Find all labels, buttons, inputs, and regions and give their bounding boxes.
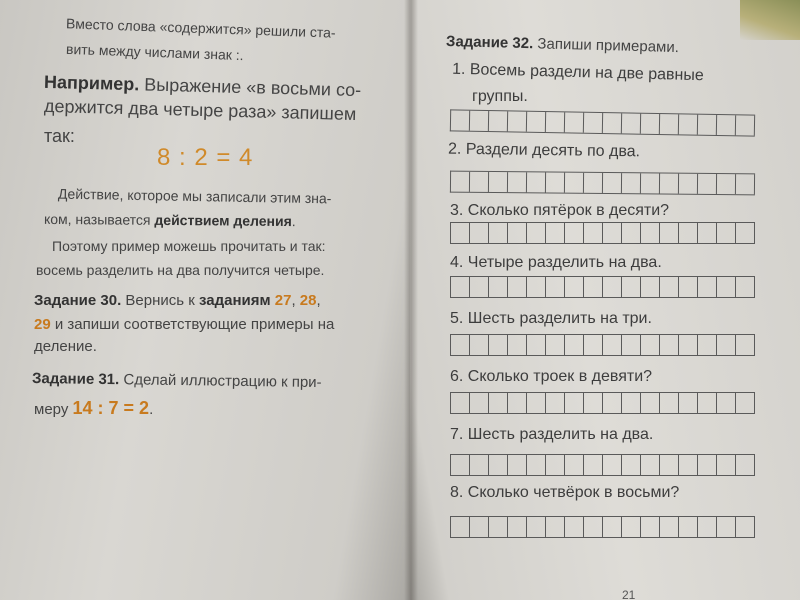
grid-cell[interactable] bbox=[527, 517, 546, 537]
grid-cell[interactable] bbox=[451, 455, 470, 475]
task30-number-28: 28 bbox=[299, 292, 317, 309]
item-1: 1. Восемь раздели на две равные bbox=[451, 60, 704, 85]
grid-cell[interactable] bbox=[717, 335, 736, 355]
grid-cell[interactable] bbox=[641, 455, 660, 475]
grid-cell[interactable] bbox=[451, 172, 470, 192]
grid-cell[interactable] bbox=[622, 223, 641, 243]
action-line-1: Действие, которое мы записали этим зна- bbox=[57, 185, 332, 207]
grid-cell[interactable] bbox=[622, 173, 641, 193]
grid-cell[interactable] bbox=[660, 223, 679, 243]
background-corner bbox=[740, 0, 800, 40]
grid-cell[interactable] bbox=[660, 517, 679, 537]
task30-comma-1: , bbox=[291, 292, 300, 309]
grid-cell[interactable] bbox=[508, 517, 527, 537]
grid-cell[interactable] bbox=[641, 517, 660, 537]
item-1-continuation: группы. bbox=[472, 88, 528, 105]
grid-cell[interactable] bbox=[470, 517, 489, 537]
answer-grid-3[interactable] bbox=[450, 222, 755, 244]
grid-cell[interactable] bbox=[603, 517, 622, 537]
example-text: Выражение «в восьми со- bbox=[139, 74, 362, 101]
grid-cell[interactable] bbox=[641, 277, 660, 297]
grid-cell[interactable] bbox=[489, 277, 508, 297]
answer-grid-7[interactable] bbox=[450, 454, 755, 476]
grid-cell[interactable] bbox=[470, 455, 489, 475]
action-line-2-text: ком, называется bbox=[43, 210, 155, 228]
grid-cell[interactable] bbox=[565, 517, 584, 537]
grid-cell[interactable] bbox=[451, 223, 470, 243]
grid-cell[interactable] bbox=[489, 335, 508, 355]
grid-cell[interactable] bbox=[698, 393, 717, 413]
task31-line-2 bbox=[34, 398, 153, 419]
right-page bbox=[410, 0, 800, 600]
grid-cell[interactable] bbox=[660, 174, 679, 194]
grid-cell[interactable] bbox=[546, 173, 565, 193]
grid-cell[interactable] bbox=[660, 114, 679, 134]
item-2: 2. Раздели десять по два. bbox=[447, 140, 641, 161]
grid-cell[interactable] bbox=[546, 455, 565, 475]
grid-cell[interactable] bbox=[584, 393, 603, 413]
grid-cell[interactable] bbox=[546, 223, 565, 243]
grid-cell[interactable] bbox=[565, 277, 584, 297]
example-line-3: так: bbox=[44, 126, 75, 146]
grid-cell[interactable] bbox=[698, 335, 717, 355]
book-spine bbox=[404, 0, 418, 600]
grid-cell[interactable] bbox=[603, 223, 622, 243]
grid-cell[interactable] bbox=[660, 335, 679, 355]
grid-cell[interactable] bbox=[622, 277, 641, 297]
grid-cell[interactable] bbox=[584, 113, 603, 133]
task31-text-2: меру bbox=[34, 401, 73, 418]
grid-cell[interactable] bbox=[508, 335, 527, 355]
grid-cell[interactable] bbox=[451, 335, 470, 355]
grid-cell[interactable] bbox=[679, 517, 698, 537]
grid-cell[interactable] bbox=[736, 277, 755, 297]
grid-cell[interactable] bbox=[622, 113, 641, 133]
grid-cell[interactable] bbox=[508, 455, 527, 475]
task32-text: Запиши примерами. bbox=[533, 35, 680, 57]
grid-cell[interactable] bbox=[527, 223, 546, 243]
grid-cell[interactable] bbox=[584, 277, 603, 297]
grid-cell[interactable] bbox=[508, 172, 527, 192]
grid-cell[interactable] bbox=[717, 393, 736, 413]
grid-cell[interactable] bbox=[451, 517, 470, 537]
grid-cell[interactable] bbox=[622, 517, 641, 537]
grid-cell[interactable] bbox=[698, 277, 717, 297]
item-7: 7. Шесть разделить на два. bbox=[450, 426, 654, 443]
grid-cell[interactable] bbox=[717, 455, 736, 475]
grid-cell[interactable] bbox=[584, 223, 603, 243]
grid-cell[interactable] bbox=[736, 335, 755, 355]
grid-cell[interactable] bbox=[622, 393, 641, 413]
grid-cell[interactable] bbox=[470, 393, 489, 413]
grid-cell[interactable] bbox=[508, 393, 527, 413]
grid-cell[interactable] bbox=[527, 112, 546, 132]
grid-cell[interactable] bbox=[565, 173, 584, 193]
grid-cell[interactable] bbox=[641, 223, 660, 243]
grid-cell[interactable] bbox=[584, 173, 603, 193]
grid-cell[interactable] bbox=[470, 223, 489, 243]
grid-cell[interactable] bbox=[679, 455, 698, 475]
grid-cell[interactable] bbox=[451, 277, 470, 297]
grid-cell[interactable] bbox=[679, 277, 698, 297]
example-line-2: держится два четыре раза» запишем bbox=[43, 95, 357, 125]
grid-cell[interactable] bbox=[622, 455, 641, 475]
grid-cell[interactable] bbox=[489, 223, 508, 243]
grid-cell[interactable] bbox=[698, 115, 717, 135]
grid-cell[interactable] bbox=[603, 393, 622, 413]
grid-cell[interactable] bbox=[641, 114, 660, 134]
grid-cell[interactable] bbox=[698, 174, 717, 194]
grid-cell[interactable] bbox=[660, 277, 679, 297]
action-line-2 bbox=[44, 211, 296, 229]
item-6: 6. Сколько троек в девяти? bbox=[450, 368, 653, 385]
grid-cell[interactable] bbox=[489, 517, 508, 537]
grid-cell[interactable] bbox=[679, 335, 698, 355]
action-line-2-end: . bbox=[291, 213, 296, 230]
grid-cell[interactable] bbox=[546, 517, 565, 537]
grid-cell[interactable] bbox=[565, 393, 584, 413]
grid-cell[interactable] bbox=[451, 110, 470, 130]
answer-grid-2[interactable] bbox=[450, 171, 755, 196]
answer-grid-8[interactable] bbox=[450, 516, 755, 538]
grid-cell[interactable] bbox=[470, 111, 489, 131]
grid-cell[interactable] bbox=[717, 223, 736, 243]
intro-line-2: вить между числами знак :. bbox=[65, 40, 244, 64]
grid-cell[interactable] bbox=[565, 335, 584, 355]
division-expression: 8 : 2 = 4 bbox=[157, 144, 254, 171]
task31-end: . bbox=[149, 401, 154, 418]
grid-cell[interactable] bbox=[565, 223, 584, 243]
grid-cell[interactable] bbox=[679, 393, 698, 413]
grid-cell[interactable] bbox=[717, 277, 736, 297]
grid-cell[interactable] bbox=[527, 393, 546, 413]
task31-text: Сделай иллюстрацию к при- bbox=[119, 371, 322, 392]
read-line-2: восемь разделить на два получится четыре. bbox=[36, 262, 325, 278]
grid-cell[interactable] bbox=[565, 112, 584, 132]
grid-cell[interactable] bbox=[470, 335, 489, 355]
read-line-1: Поэтому пример можешь прочитать и так: bbox=[52, 238, 326, 254]
grid-cell[interactable] bbox=[736, 455, 755, 475]
grid-cell[interactable] bbox=[698, 223, 717, 243]
task30-bold: заданиям bbox=[198, 292, 271, 309]
task30-title: Задание 30. bbox=[34, 292, 122, 309]
answer-grid-6[interactable] bbox=[450, 392, 755, 414]
grid-cell[interactable] bbox=[736, 115, 755, 135]
grid-cell[interactable] bbox=[641, 173, 660, 193]
task30-line-2 bbox=[34, 316, 334, 333]
division-term: действием деления bbox=[154, 211, 292, 230]
grid-cell[interactable] bbox=[641, 393, 660, 413]
grid-cell[interactable] bbox=[527, 335, 546, 355]
grid-cell[interactable] bbox=[679, 114, 698, 134]
grid-cell[interactable] bbox=[717, 174, 736, 194]
grid-cell[interactable] bbox=[451, 393, 470, 413]
item-3: 3. Сколько пятёрок в десяти? bbox=[450, 202, 670, 219]
task31-expression: 14 : 7 = 2 bbox=[72, 398, 150, 418]
task30-line-3: деление. bbox=[34, 338, 97, 355]
item-5: 5. Шесть разделить на три. bbox=[450, 310, 652, 327]
grid-cell[interactable] bbox=[584, 335, 603, 355]
grid-cell[interactable] bbox=[698, 455, 717, 475]
task30-text-2: и запиши соответствующие примеры на bbox=[50, 316, 335, 333]
grid-cell[interactable] bbox=[489, 172, 508, 192]
task30-number-29: 29 bbox=[34, 316, 51, 333]
grid-cell[interactable] bbox=[470, 277, 489, 297]
grid-cell[interactable] bbox=[736, 517, 755, 537]
grid-cell[interactable] bbox=[603, 173, 622, 193]
task32-title: Задание 32. bbox=[445, 32, 534, 53]
grid-cell[interactable] bbox=[603, 335, 622, 355]
grid-cell[interactable] bbox=[717, 517, 736, 537]
grid-cell[interactable] bbox=[603, 277, 622, 297]
grid-cell[interactable] bbox=[584, 455, 603, 475]
grid-cell[interactable] bbox=[679, 174, 698, 194]
grid-cell[interactable] bbox=[736, 223, 755, 243]
grid-cell[interactable] bbox=[470, 172, 489, 192]
grid-cell[interactable] bbox=[717, 115, 736, 135]
grid-cell[interactable] bbox=[584, 517, 603, 537]
grid-cell[interactable] bbox=[660, 393, 679, 413]
grid-cell[interactable] bbox=[622, 335, 641, 355]
intro-line-1: Вместо слова «содержится» решили ста- bbox=[65, 15, 336, 41]
grid-cell[interactable] bbox=[736, 393, 755, 413]
grid-cell[interactable] bbox=[546, 335, 565, 355]
task30-number-27: 27 bbox=[270, 292, 292, 309]
grid-cell[interactable] bbox=[527, 277, 546, 297]
grid-cell[interactable] bbox=[679, 223, 698, 243]
grid-cell[interactable] bbox=[736, 174, 755, 194]
grid-cell[interactable] bbox=[546, 112, 565, 132]
grid-cell[interactable] bbox=[489, 393, 508, 413]
task31-title: Задание 31. bbox=[31, 369, 120, 389]
grid-cell[interactable] bbox=[660, 455, 679, 475]
grid-cell[interactable] bbox=[508, 277, 527, 297]
grid-cell[interactable] bbox=[603, 455, 622, 475]
item-4: 4. Четыре разделить на два. bbox=[450, 254, 662, 271]
grid-cell[interactable] bbox=[489, 111, 508, 131]
grid-cell[interactable] bbox=[698, 517, 717, 537]
task30-line-1 bbox=[34, 292, 321, 309]
grid-cell[interactable] bbox=[603, 113, 622, 133]
grid-cell[interactable] bbox=[527, 172, 546, 192]
task30-comma-2: , bbox=[316, 292, 321, 309]
grid-cell[interactable] bbox=[508, 223, 527, 243]
grid-cell[interactable] bbox=[546, 393, 565, 413]
answer-grid-5[interactable] bbox=[450, 334, 755, 356]
task30-text: Вернись к bbox=[121, 292, 199, 309]
answer-grid-4[interactable] bbox=[450, 276, 755, 298]
grid-cell[interactable] bbox=[489, 455, 508, 475]
grid-cell[interactable] bbox=[508, 111, 527, 131]
grid-cell[interactable] bbox=[565, 455, 584, 475]
example-label: Например. bbox=[43, 71, 140, 95]
grid-cell[interactable] bbox=[546, 277, 565, 297]
grid-cell[interactable] bbox=[641, 335, 660, 355]
grid-cell[interactable] bbox=[527, 455, 546, 475]
page-number: 21 bbox=[622, 588, 636, 600]
item-8: 8. Сколько четвёрок в восьми? bbox=[450, 484, 680, 501]
